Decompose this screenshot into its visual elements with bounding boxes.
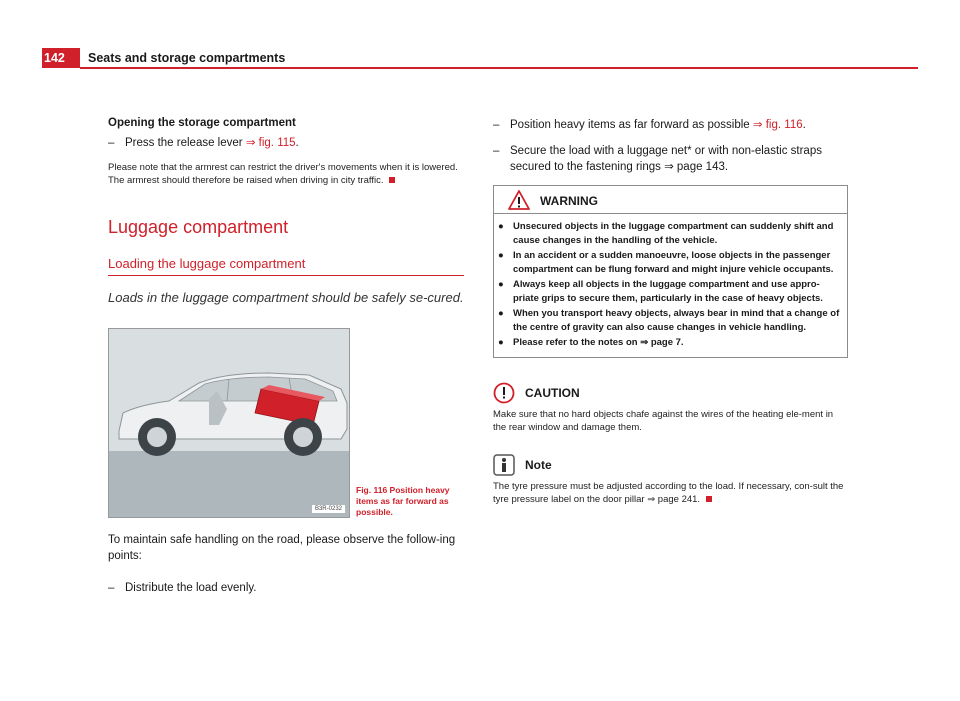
fig-116-link[interactable]: ⇒ fig. 116: [752, 119, 803, 131]
warning-item: ● In an accident or a sudden manoeuvre, loose objects in the passenger compartment can be flung forward and might injure vehicle occupants.: [498, 250, 834, 275]
end-mark: [389, 177, 395, 183]
step-distribute: – Distribute the load evenly.: [108, 582, 257, 594]
section-title: Luggage compartment: [108, 217, 289, 237]
subsection-title: Loading the luggage compartment: [108, 256, 464, 276]
note-text: The tyre pressure must be adjusted according to the load. If necessary, con-sult the tyre pressure label on the door pillar ⇒ page 241.: [493, 481, 844, 505]
figure-id: B3R-0232: [312, 505, 345, 513]
car-luggage-illustration: [109, 329, 350, 518]
warning-item: ● Please refer to the notes on ⇒ page 7.: [498, 337, 684, 348]
opening-heading: Opening the storage compartment: [108, 117, 296, 129]
page-header-title: Seats and storage compartments: [88, 51, 286, 65]
right-column: [493, 117, 848, 506]
note-title: Note: [525, 458, 552, 472]
caution-title: CAUTION: [525, 386, 580, 400]
fig-115-link[interactable]: ⇒ fig. 115: [245, 137, 296, 149]
opening-step: – Press the release lever ⇒ fig. 115.: [108, 137, 299, 149]
step-secure-load: – Secure the load with a luggage net* or with non-elastic straps secured to the fastening rings ⇒ page 143.: [493, 145, 822, 173]
opening-note: Please note that the armrest can restrict the driver's movements when it is lowered. The armrest should therefore be raised when driving in city traffic.: [108, 162, 458, 186]
end-mark: [706, 496, 712, 502]
figure-image: [108, 328, 350, 518]
caution-icon: [493, 382, 515, 404]
note-block: [493, 454, 848, 506]
warning-item: ● When you transport heavy objects, always bear in mind that a change of the centre of gravity can also cause changes in vehicle handling.: [498, 308, 840, 333]
warning-item: ● Always keep all objects in the luggage compartment and use appro-priate grips to secure them, particularly in the case of heavy objects.: [498, 279, 823, 304]
figure-caption: Fig. 116 Position heavy items as far forward as possible.: [356, 485, 450, 517]
caution-block: [493, 382, 848, 434]
intro-text: Loads in the luggage compartment should be safely se-cured.: [108, 290, 464, 305]
warning-triangle-icon: [508, 190, 530, 210]
figure-116: [108, 328, 464, 518]
step-position-heavy: – Position heavy items as far forward as possible ⇒ fig. 116.: [493, 119, 806, 131]
warning-box: [493, 185, 848, 358]
header-rule: [80, 67, 918, 69]
warning-title: WARNING: [540, 194, 598, 208]
body-text: To maintain safe handling on the road, please observe the follow-ing points:: [108, 534, 456, 562]
warning-item: ● Unsecured objects in the luggage compartment can suddenly shift and cause changes in the handling of the vehicle.: [498, 221, 834, 246]
left-column: [108, 117, 464, 606]
opening-step-text: Press the release lever: [125, 137, 243, 149]
warning-header: [494, 186, 847, 214]
page-number: 142: [42, 48, 80, 68]
warning-body: [494, 214, 847, 357]
info-icon: [493, 454, 515, 476]
caution-text: Make sure that no hard objects chafe against the wires of the heating ele-ment in the rear window and damage them.: [493, 409, 834, 433]
